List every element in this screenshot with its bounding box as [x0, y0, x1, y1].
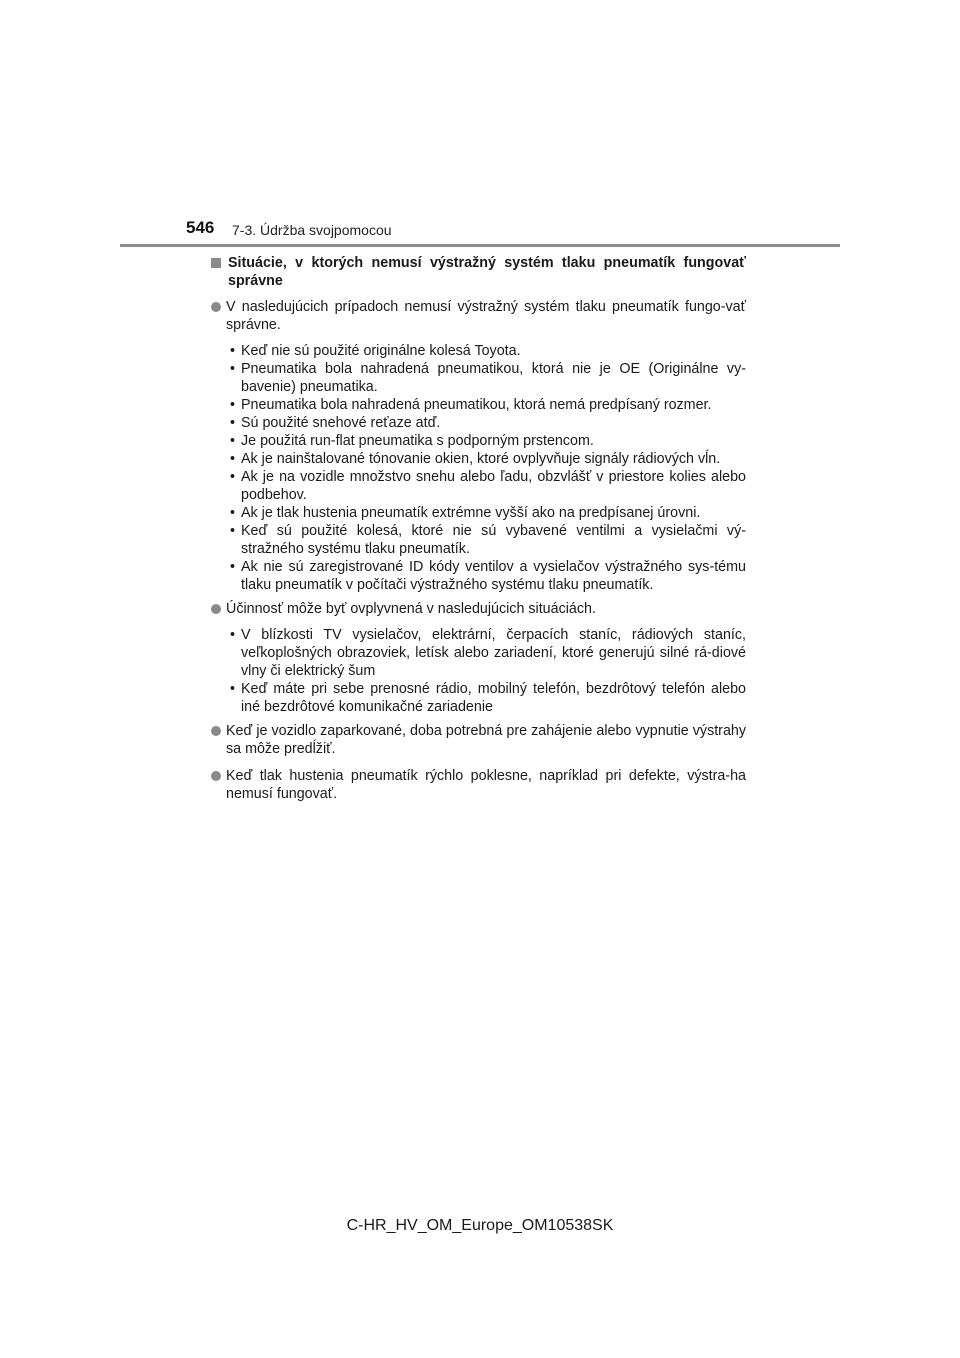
list-item: • Keď máte pri sebe prenosné rádio, mobilný telefón, bezdrôtový telefón alebo iné bezdrôtové komunikačné zariadenie [230, 681, 746, 715]
list-item: • Ak je nainštalované tónovanie okien, ktoré ovplyvňuje signály rádiových vĺn. [230, 451, 721, 467]
list-marker: • [230, 627, 236, 643]
list-marker: • [230, 415, 236, 431]
bullet-4-text: Keď tlak hustenia pneumatík rýchlo poklesne, napríklad pri defekte, výstra-ha nemusí fungovať. [226, 768, 746, 802]
list-item: • Ak je tlak hustenia pneumatík extrémne vyšší ako na predpísanej úrovni. [230, 505, 701, 521]
footer-doc-code: C-HR_HV_OM_Europe_OM10538SK [346, 1217, 614, 1234]
circle-bullet-icon [211, 302, 221, 312]
list-item: • Sú použité snehové reťaze atď. [230, 415, 441, 431]
list-item: • Ak je na vozidle množstvo snehu alebo ľadu, obzvlášť v priestore kolies alebo podbehov. [230, 469, 746, 503]
list-marker: • [230, 361, 236, 377]
section-title: 7-3. Údržba svojpomocou [232, 222, 392, 238]
list-marker: • [230, 681, 236, 697]
bullet-3-text: Keď je vozidlo zaparkované, doba potrebná pre zahájenie alebo vypnutie výstrahy sa môže predĺžiť. [226, 723, 746, 757]
bullet-2-list [211, 626, 746, 716]
list-item: • Je použitá run-flat pneumatika s podporným prstencom. [230, 433, 594, 449]
list-marker: • [230, 523, 236, 539]
bullet-3 [211, 722, 746, 758]
list-item: • Keď nie sú použité originálne kolesá Toyota. [230, 343, 521, 359]
circle-bullet-icon [211, 604, 221, 614]
bullet-1-list [211, 342, 746, 594]
bullet-2 [211, 600, 746, 618]
list-marker: • [230, 451, 236, 467]
bullet-2-text: Účinnosť môže byť ovplyvnená v nasledujúcich situáciách. [226, 601, 596, 617]
section-heading-text: Situácie, v ktorých nemusí výstražný systém tlaku pneumatík fungovať správne [228, 255, 746, 289]
circle-bullet-icon [211, 771, 221, 781]
list-marker: • [230, 505, 236, 521]
list-marker: • [230, 433, 236, 449]
page-number: 546 [186, 218, 215, 237]
list-item: • Pneumatika bola nahradená pneumatikou, ktorá nemá predpísaný rozmer. [230, 397, 712, 413]
header-rule [120, 244, 840, 247]
square-bullet-icon [211, 258, 221, 268]
bullet-1 [211, 298, 746, 334]
list-marker: • [230, 469, 236, 485]
section-heading [211, 254, 746, 290]
bullet-1-text: V nasledujúcich prípadoch nemusí výstražný systém tlaku pneumatík fungo-vať správne. [226, 299, 746, 333]
list-item: • V blízkosti TV vysielačov, elektrární, čerpacích staníc, rádiových staníc, veľkoplošných obrazoviek, letísk alebo zariadení, ktoré generujú silné rá-diové vlny či elektrický šum [230, 627, 746, 679]
list-item: • Pneumatika bola nahradená pneumatikou, ktorá nie je OE (Originálne vy-bavenie) pneumatika. [230, 361, 746, 395]
list-marker: • [230, 559, 236, 575]
list-item: • Ak nie sú zaregistrované ID kódy ventilov a vysielačov výstražného sys-tému tlaku pneumatík v počítači výstražného systému tlaku pneumatík. [230, 559, 746, 593]
list-item: • Keď sú použité kolesá, ktoré nie sú vybavené ventilmi a vysielačmi vý-stražného systému tlaku pneumatík. [230, 523, 746, 557]
bullet-4 [211, 767, 746, 803]
circle-bullet-icon [211, 726, 221, 736]
list-marker: • [230, 343, 236, 359]
content [211, 254, 746, 812]
list-marker: • [230, 397, 236, 413]
